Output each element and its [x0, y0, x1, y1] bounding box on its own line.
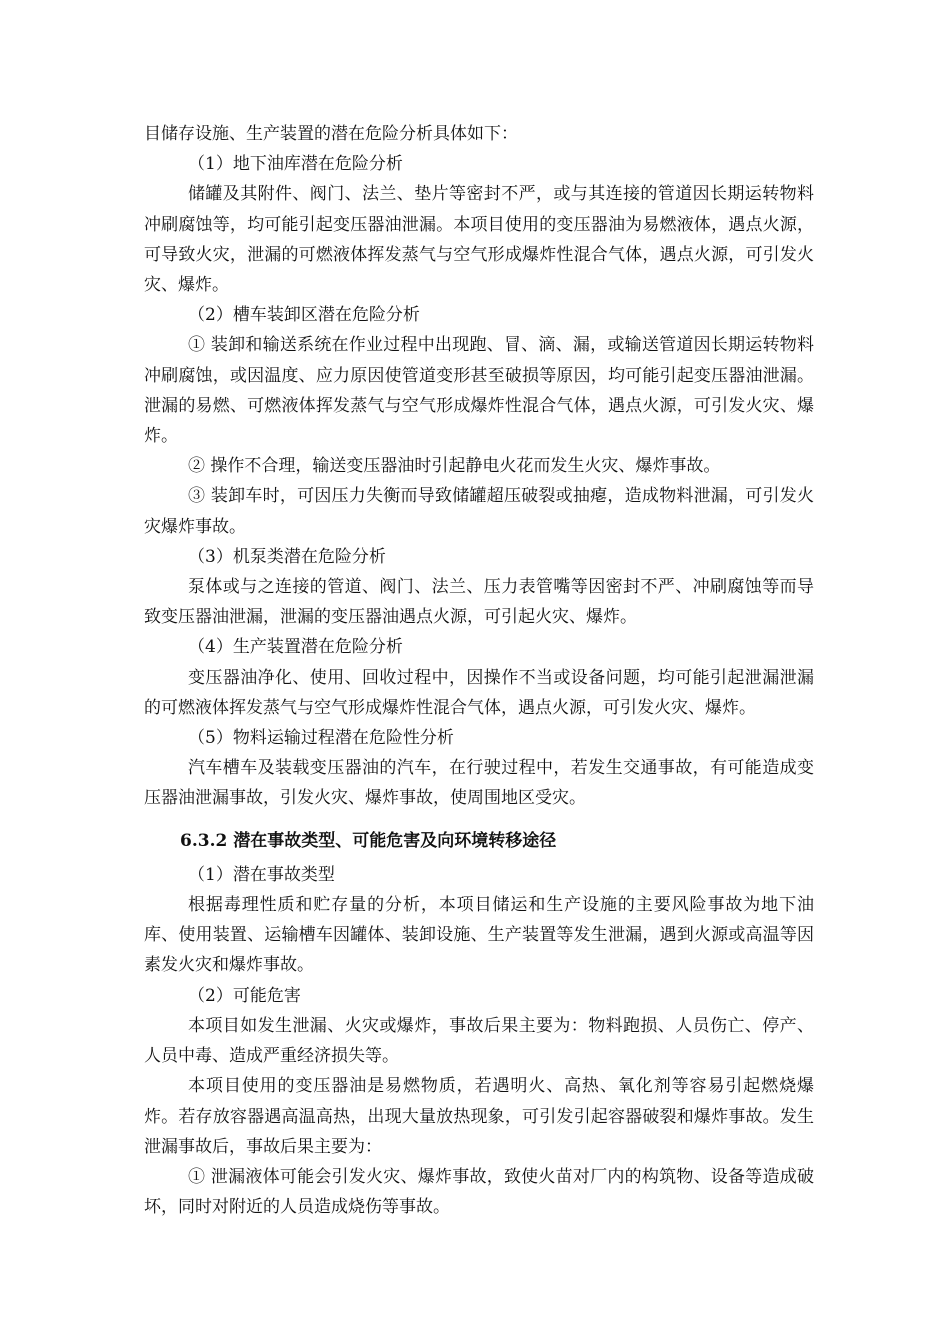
paragraph: ③ 装卸车时，可因压力失衡而导致储罐超压破裂或抽瘪，造成物料泄漏，可引发火灾爆炸事故。 — [144, 486, 814, 537]
paragraph: 泵体或与之连接的管道、阀门、法兰、压力表管嘴等因密封不严、冲刷腐蚀等而导致变压器油泄漏，泄漏的变压器油遇点火源，可引起火灾、爆炸。 — [144, 577, 814, 628]
paragraph: 根据毒理性质和贮存量的分析，本项目储运和生产设施的主要风险事故为地下油库、使用装置、运输槽车因罐体、装卸设施、生产装置等发生泄漏，遇到火源或高温等因素发火灾和爆炸事故。 — [144, 895, 814, 976]
paragraph: 目储存设施、生产装置的潜在危险分析具体如下： — [144, 124, 518, 144]
subheading: （1）地下油库潜在危险分析 — [188, 154, 403, 175]
paragraph: 变压器油净化、使用、回收过程中，因操作不当或设备问题，均可能引起泄漏泄漏的可燃液体挥发蒸气与空气形成爆炸性混合气体，遇点火源，可引发火灾、爆炸。 — [144, 667, 814, 718]
document-page — [144, 119, 814, 1222]
paragraph: 本项目如发生泄漏、火灾或爆炸，事故后果主要为：物料跑损、人员伤亡、停产、人员中毒、造成严重经济损失等。 — [144, 1015, 814, 1067]
paragraph: 本项目使用的变压器油是易燃物质，若遇明火、高热、氧化剂等容易引起燃烧爆炸。若存放容器遇高温高热，出现大量放热现象，可引发引起容器破裂和爆炸事故。发生泄漏事故后，事故后果主要为： — [144, 1076, 814, 1157]
paragraph: ① 装卸和输送系统在作业过程中出现跑、冒、滴、漏，或输送管道因长期运转物料冲刷腐蚀，或因温度、应力原因使管道变形甚至破损等原因，均可能引起变压器油泄漏。泄漏的易燃、可燃液体挥发蒸气与空气形成爆炸性混合气体，遇点火源，可引发火灾、爆炸。 — [144, 335, 814, 447]
subheading: （4）生产装置潜在危险分析 — [188, 637, 403, 658]
paragraph: ① 泄漏液体可能会引发火灾、爆炸事故，致使火苗对厂内的构筑物、设备等造成破坏，同时对附近的人员造成烧伤等事故。 — [144, 1166, 814, 1218]
section-heading: 6.3.2 潜在事故类型、可能危害及向环境转移途径 — [180, 830, 557, 851]
subheading: （1）潜在事故类型 — [188, 864, 335, 885]
subheading: （2）槽车装卸区潜在危险分析 — [188, 305, 420, 326]
paragraph: ② 操作不合理，输送变压器油时引起静电火花而发生火灾、爆炸事故。 — [188, 456, 721, 477]
subheading: （3）机泵类潜在危险分析 — [188, 546, 386, 567]
paragraph: 储罐及其附件、阀门、法兰、垫片等密封不严，或与其连接的管道因长期运转物料冲刷腐蚀等，均可能引起变压器油泄漏。本项目使用的变压器油为易燃液体，遇点火源，可导致火灾，泄漏的可燃液体挥发蒸气与空气形成爆炸性混合气体，遇点火源，可引发火灾、爆炸。 — [144, 184, 814, 296]
subheading: （5）物料运输过程潜在危险性分析 — [188, 728, 454, 749]
paragraph: 汽车槽车及装载变压器油的汽车，在行驶过程中，若发生交通事故，有可能造成变压器油泄漏事故，引发火灾、爆炸事故，使周围地区受灾。 — [144, 758, 814, 809]
subheading: （2）可能危害 — [188, 985, 301, 1006]
